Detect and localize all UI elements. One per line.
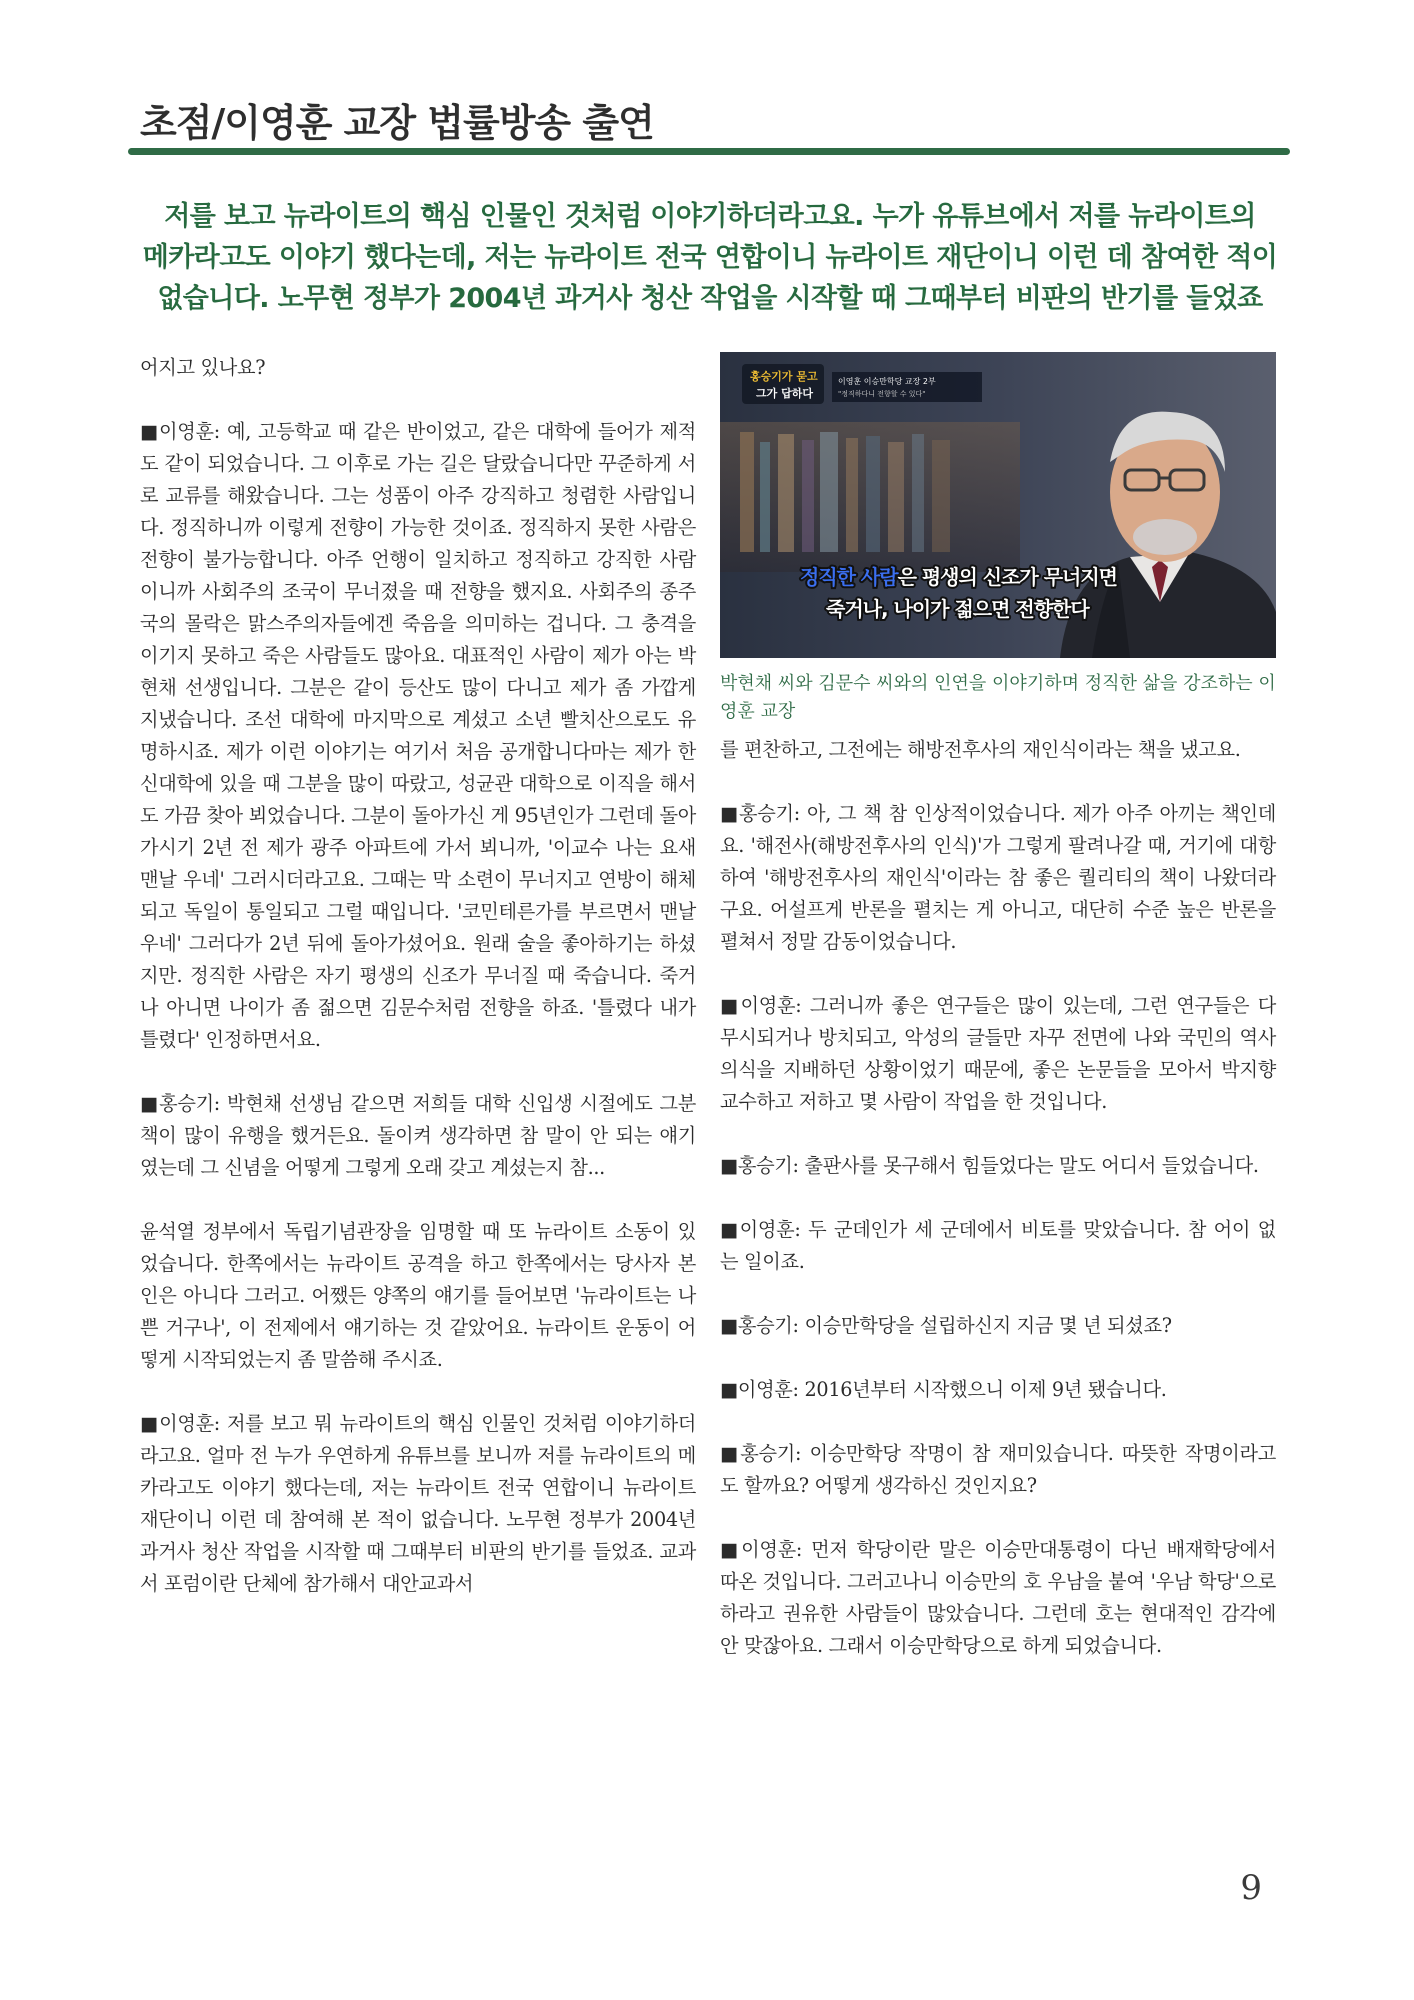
pull-quote-line: 메카라고도 이야기 했다는데, 저는 뉴라이트 전국 연합이니 뉴라이트 재단이니 이런 데 참여한 적이 (142, 242, 1278, 273)
paragraph: ■홍승기: 박현채 선생님 같으면 저희들 대학 신입생 시절에도 그분 책이 많이 유행을 했거든요. 돌이켜 생각하면 참 말이 안 되는 얘기였는데 그 신념을 어떻게 그렇게 오래 갖고 계셨는지 참... (140, 1092, 696, 1179)
photo-caption: 박현채 씨와 김문수 씨와의 인연을 이야기하며 정직한 삶을 강조하는 이영훈 교장 (720, 673, 1276, 722)
svg-text:정직한 사람은 평생의 신조가 무너지면 (800, 565, 1118, 589)
article-left-column (140, 352, 696, 1632)
paragraph: ■이영훈: 예, 고등학교 때 같은 반이었고, 같은 대학에 들어가 제적도 같이 되었습니다. 그 이후로 가는 길은 달랐습니다만 꾸준하게 서로 교류를 해왔습니다. 그는 성품이 아주 강직하고 청렴한 사람입니다. 정직하니까 이렇게 전향이 가능한 것이죠. 정직하지 못한 사람은 전향이 불가능합니다. 아주 언행이 일치하고 정직하고 강직한 사람이니까 사회주의 조국이 무너졌을 때 전향을 했지요. 사회주의 종주국의 몰락은 맑스주의자들에겐 죽음을 의미하는 겁니다. 그 충격을 이기지 못하고 죽은 사람들도 많아요. 대표적인 사람이 제가 아는 박현채 선생입니다. 그분은 같이 등산도 많이 다니고 제가 좀 가깝게 지냈습니다. 조선 대학에 마지막으로 계셨고 소년 빨치산으로도 유명하시죠. 제가 이런 이야기는 여기서 처음 공개합니다마는 제가 한신대학에 있을 때 그분을 많이 따랐고, 성균관 대학으로 이직을 해서도 가끔 찾아 뵈었습니다. 그분이 돌아가신 게 95년인가 그런데 돌아가시기 2년 전 제가 광주 아파트에 가서 뵈니까, '이교수 나는 요새 맨날 우네' 그러시더라고요. 그때는 막 소련이 무너지고 연방이 해체되고 독일이 통일되고 그럴 때입니다. '코민테른가를 부르면서 맨날 우네' 그러다가 2년 뒤에 돌아가셨어요. 원래 술을 좋아하기는 하셨지만. 정직한 사람은 자기 평생의 신조가 무너질 때 죽습니다. 죽거나 아니면 나이가 좀 젊으면 김문수처럼 전향을 하죠. '틀렸다 내가 틀렸다' 인정하면서요. (140, 420, 696, 1051)
banner-line2: "정직하다니 전향할 수 있다" (838, 390, 926, 398)
paragraph: ■이영훈: 그러니까 좋은 연구들은 많이 있는데, 그런 연구들은 다 무시되거나 방치되고, 악성의 글들만 자꾸 전면에 나와 국민의 역사 의식을 지배하던 상황이었기 때문에, 좋은 논문들을 모아서 박지향 교수하고 저하고 몇 사람이 작업을 한 것입니다. (720, 994, 1276, 1113)
interview-photo (720, 352, 1276, 658)
paragraph: ■이영훈: 먼저 학당이란 말은 이승만대통령이 다닌 배재학당에서 따온 것입니다. 그러고나니 이승만의 호 우남을 붙여 '우남 학당'으로 하라고 권유한 사람들이 많았습니다. 그런데 호는 현대적인 감각에 안 맞잖아요. 그래서 이승만학당으로 하게 되었습니다. (720, 1538, 1276, 1657)
paragraph: ■홍승기: 이승만학당을 설립하신지 지금 몇 년 되셨죠? (720, 1314, 1172, 1337)
paragraph: ■이영훈: 2016년부터 시작했으니 이제 9년 됐습니다. (720, 1378, 1167, 1401)
pull-quote-line: 없습니다. 노무현 정부가 2004년 과거사 청산 작업을 시작할 때 그때부터 비판의 반기를 들었죠 (157, 283, 1263, 314)
paragraph: ■홍승기: 아, 그 책 참 인상적이었습니다. 제가 아주 아끼는 책인데요. '해전사(해방전후사의 인식)'가 그렇게 팔려나갈 때, 거기에 대항하여 '해방전후사의 재인식'이라는 참 좋은 퀄리티의 책이 나왔더라구요. 어설프게 반론을 펼치는 게 아니고, 대단히 수준 높은 반론을 펼쳐서 정말 감동이었습니다. (720, 802, 1276, 953)
paragraph: 윤석열 정부에서 독립기념관장을 임명할 때 또 뉴라이트 소동이 있었습니다. 한쪽에서는 뉴라이트 공격을 하고 한쪽에서는 당사자 본인은 아니다 그러고. 어쨌든 양쪽의 얘기를 들어보면 '뉴라이트는 나쁜 거구나', 이 전제에서 얘기하는 것 같았어요. 뉴라이트 운동이 어떻게 시작되었는지 좀 말씀해 주시죠. (140, 1220, 696, 1371)
paragraph: 를 편찬하고, 그전에는 해방전후사의 재인식이라는 책을 냈고요. (720, 738, 1241, 761)
section-title: 초점/이영훈 교장 법률방송 출연 (140, 101, 654, 145)
subtitle-highlight: 정직한 사람 (800, 565, 898, 589)
show-logo (742, 364, 824, 404)
pull-quote-line: 저를 보고 뉴라이트의 핵심 인물인 것처럼 이야기하더라고요. 누가 유튜브에서 저를 뉴라이트의 (164, 201, 1256, 232)
subtitle-line1-rest: 은 평생의 신조가 무너지면 (897, 565, 1117, 589)
paragraph: 어지고 있나요? (140, 356, 266, 379)
show-logo-line2: 그가 답하다 (756, 387, 813, 400)
pull-quote (120, 196, 1300, 319)
title-divider (128, 148, 1290, 155)
episode-banner (832, 372, 982, 402)
banner-line1: 이영훈 이승만학당 교장 2부 (838, 377, 936, 386)
paragraph: ■이영훈: 저를 보고 뭐 뉴라이트의 핵심 인물인 것처럼 이야기하더라고요. 얼마 전 누가 우연하게 유튜브를 보니까 저를 뉴라이트의 메카라고도 이야기 했다는데, 저는 뉴라이트 전국 연합이니 뉴라이트 재단이니 이런 데 참여해 본 적이 없습니다. 노무현 정부가 2004년 과거사 청산 작업을 시작할 때 그때부터 비판의 반기를 들었죠. 교과서 포럼이란 단체에 참가해서 대안교과서 (140, 1412, 696, 1595)
page-number: 9 (1240, 1868, 1262, 1908)
article-right-column (720, 734, 1276, 1694)
paragraph: ■홍승기: 이승만학당 작명이 참 재미있습니다. 따뜻한 작명이라고도 할까요? 어떻게 생각하신 것인지요? (720, 1442, 1276, 1497)
paragraph: ■홍승기: 출판사를 못구해서 힘들었다는 말도 어디서 들었습니다. (720, 1154, 1259, 1177)
show-logo-line1: 홍승기가 묻고 (750, 370, 818, 383)
paragraph: ■이영훈: 두 군데인가 세 군데에서 비토를 맞았습니다. 참 어이 없는 일이죠. (720, 1218, 1276, 1273)
subtitle-line2: 죽거나, 나이가 젊으면 전향한다 (826, 597, 1089, 621)
